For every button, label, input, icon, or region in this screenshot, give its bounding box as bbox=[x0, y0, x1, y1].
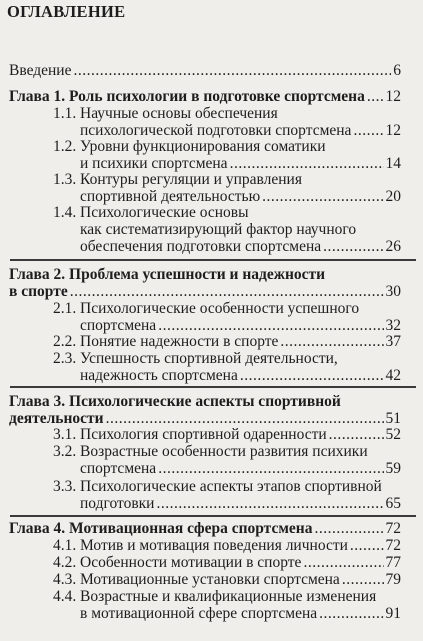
page-number: 12 bbox=[385, 122, 401, 139]
dot-leader bbox=[303, 554, 383, 571]
toc-section-3-2[interactable] bbox=[53, 443, 401, 477]
dot-leader bbox=[106, 410, 384, 427]
page-number: 51 bbox=[385, 410, 401, 427]
chapter-divider bbox=[10, 515, 416, 517]
section-title: в мотивационной сфере спортсмена bbox=[80, 605, 318, 622]
section-title bbox=[53, 554, 303, 571]
section-number: 4.1. bbox=[53, 537, 77, 554]
page-number: 72 bbox=[385, 537, 401, 554]
section-title: Психологические аспекты этапов спортивной bbox=[80, 478, 382, 495]
dot-leader bbox=[262, 188, 383, 205]
dot-leader bbox=[73, 62, 391, 79]
toc-section-4-4[interactable] bbox=[53, 588, 401, 622]
section-title bbox=[53, 426, 329, 443]
page-number: 79 bbox=[385, 571, 401, 588]
section-number: 1.2. bbox=[53, 138, 77, 155]
section-title-text: Мотивационные установки спортсмена bbox=[80, 571, 340, 588]
toc-entry-label: Введение bbox=[9, 62, 72, 79]
section-number: 1.3. bbox=[53, 171, 77, 188]
section-number: 3.2. bbox=[53, 443, 77, 460]
section-number: 1.4. bbox=[53, 204, 77, 221]
toc-section-1-1[interactable] bbox=[53, 105, 401, 139]
section-title: Уровни функционирования соматики bbox=[80, 138, 326, 155]
section-title: Возрастные особенности развития психики bbox=[80, 443, 368, 460]
dot-leader bbox=[323, 238, 383, 255]
toc-section-3-3[interactable] bbox=[53, 478, 401, 512]
page-number: 14 bbox=[385, 155, 401, 172]
page-number: 32 bbox=[385, 317, 401, 334]
section-title: надежность спортсмена bbox=[80, 367, 238, 384]
section-title: обеспечения подготовки спортсмена bbox=[80, 238, 322, 255]
section-title bbox=[53, 333, 280, 350]
section-number: 4.3. bbox=[53, 571, 77, 588]
section-number: 4.2. bbox=[53, 554, 77, 571]
toc-chapter-2[interactable] bbox=[9, 266, 401, 300]
section-number: 2.3. bbox=[53, 350, 77, 367]
section-number: 1.1. bbox=[53, 105, 77, 122]
section-title: Контуры регуляции и управления bbox=[80, 171, 302, 188]
page-number: 20 bbox=[385, 188, 401, 205]
dot-leader bbox=[156, 495, 383, 512]
dot-leader bbox=[158, 460, 383, 477]
toc-chapter-3[interactable] bbox=[9, 393, 401, 427]
toc-entry-intro[interactable] bbox=[9, 62, 401, 79]
page-number: 42 bbox=[385, 367, 401, 384]
section-number: 3.1. bbox=[53, 426, 77, 443]
chapter-title: деятельности bbox=[9, 410, 104, 427]
chapter-title: Глава 4. Мотивационная сфера спортсмена bbox=[9, 520, 313, 537]
section-number: 2.2. bbox=[53, 333, 77, 350]
section-title: как систематизирующий фактор научного bbox=[80, 221, 357, 238]
dot-leader bbox=[350, 537, 384, 554]
dot-leader bbox=[158, 317, 383, 334]
toc-title: ОГЛАВЛЕНИЕ bbox=[7, 2, 126, 21]
page-number: 37 bbox=[385, 333, 401, 350]
chapter-divider bbox=[10, 259, 416, 261]
page-number: 30 bbox=[385, 283, 401, 300]
section-title bbox=[53, 537, 350, 554]
section-number: 2.1. bbox=[53, 300, 77, 317]
dot-leader bbox=[353, 122, 383, 139]
section-number: 4.4. bbox=[53, 588, 77, 605]
page-number: 91 bbox=[385, 605, 401, 622]
page-number: 52 bbox=[385, 426, 401, 443]
section-title: Возрастные и квалификационные изменения bbox=[80, 588, 377, 605]
toc-section-3-1[interactable] bbox=[53, 426, 401, 443]
dot-leader bbox=[314, 520, 383, 537]
toc-section-2-3[interactable] bbox=[53, 350, 401, 384]
section-title: Психологические основы bbox=[80, 204, 249, 221]
page-number: 72 bbox=[385, 520, 401, 537]
chapter-title: в спорте bbox=[9, 283, 68, 300]
section-title: спортсмена bbox=[80, 460, 157, 477]
chapter-title: Глава 2. Проблема успешности и надежности bbox=[9, 266, 326, 283]
chapter-title: Глава 3. Психологические аспекты спортивной bbox=[9, 393, 341, 410]
dot-leader bbox=[280, 333, 383, 350]
dot-leader bbox=[329, 426, 384, 443]
section-title-text: Мотив и мотивация поведения личности bbox=[80, 537, 348, 554]
section-title: Успешность спортивной деятельности, bbox=[80, 350, 338, 367]
section-title: и психики спортсмена bbox=[80, 155, 228, 172]
toc-section-2-1[interactable] bbox=[53, 300, 401, 334]
section-title: Научные основы обеспечения bbox=[80, 105, 278, 122]
dot-leader bbox=[230, 155, 384, 172]
section-title: психологической подготовки спортсмена bbox=[80, 122, 352, 139]
toc-section-4-1[interactable] bbox=[53, 537, 401, 554]
section-title bbox=[53, 571, 342, 588]
section-title-text: Особенности мотивации в спорте bbox=[80, 554, 302, 571]
dot-leader bbox=[70, 283, 384, 300]
dot-leader bbox=[240, 367, 384, 384]
section-title: Психологические особенности успешного bbox=[80, 300, 360, 317]
page-number: 77 bbox=[385, 554, 401, 571]
section-title: подготовки bbox=[80, 495, 155, 512]
toc-section-1-4[interactable] bbox=[53, 204, 401, 255]
page-number: 59 bbox=[385, 460, 401, 477]
page-number: 6 bbox=[393, 62, 401, 79]
chapter-title: Глава 1. Роль психологии в подготовке спортсмена bbox=[9, 88, 365, 105]
section-number: 3.3. bbox=[53, 478, 77, 495]
page-number: 65 bbox=[385, 495, 401, 512]
chapter-divider bbox=[10, 386, 416, 388]
toc-section-1-3[interactable] bbox=[53, 171, 401, 205]
dot-leader bbox=[319, 605, 383, 622]
dot-leader bbox=[367, 88, 384, 105]
toc-section-2-2[interactable] bbox=[53, 333, 401, 350]
toc-chapter-1[interactable] bbox=[9, 88, 401, 105]
toc-section-4-2[interactable] bbox=[53, 554, 401, 571]
toc-chapter-4[interactable] bbox=[9, 520, 401, 537]
toc-section-1-2[interactable] bbox=[53, 138, 401, 172]
section-title-text: Психология спортивной одаренности bbox=[80, 426, 327, 443]
section-title-text: Понятие надежности в спорте bbox=[80, 333, 279, 350]
page-number: 26 bbox=[385, 238, 401, 255]
toc-section-4-3[interactable] bbox=[53, 571, 401, 588]
dot-leader bbox=[342, 571, 384, 588]
section-title: спортсмена bbox=[80, 317, 157, 334]
page-number: 12 bbox=[385, 88, 401, 105]
section-title: спортивной деятельностью bbox=[80, 188, 261, 205]
